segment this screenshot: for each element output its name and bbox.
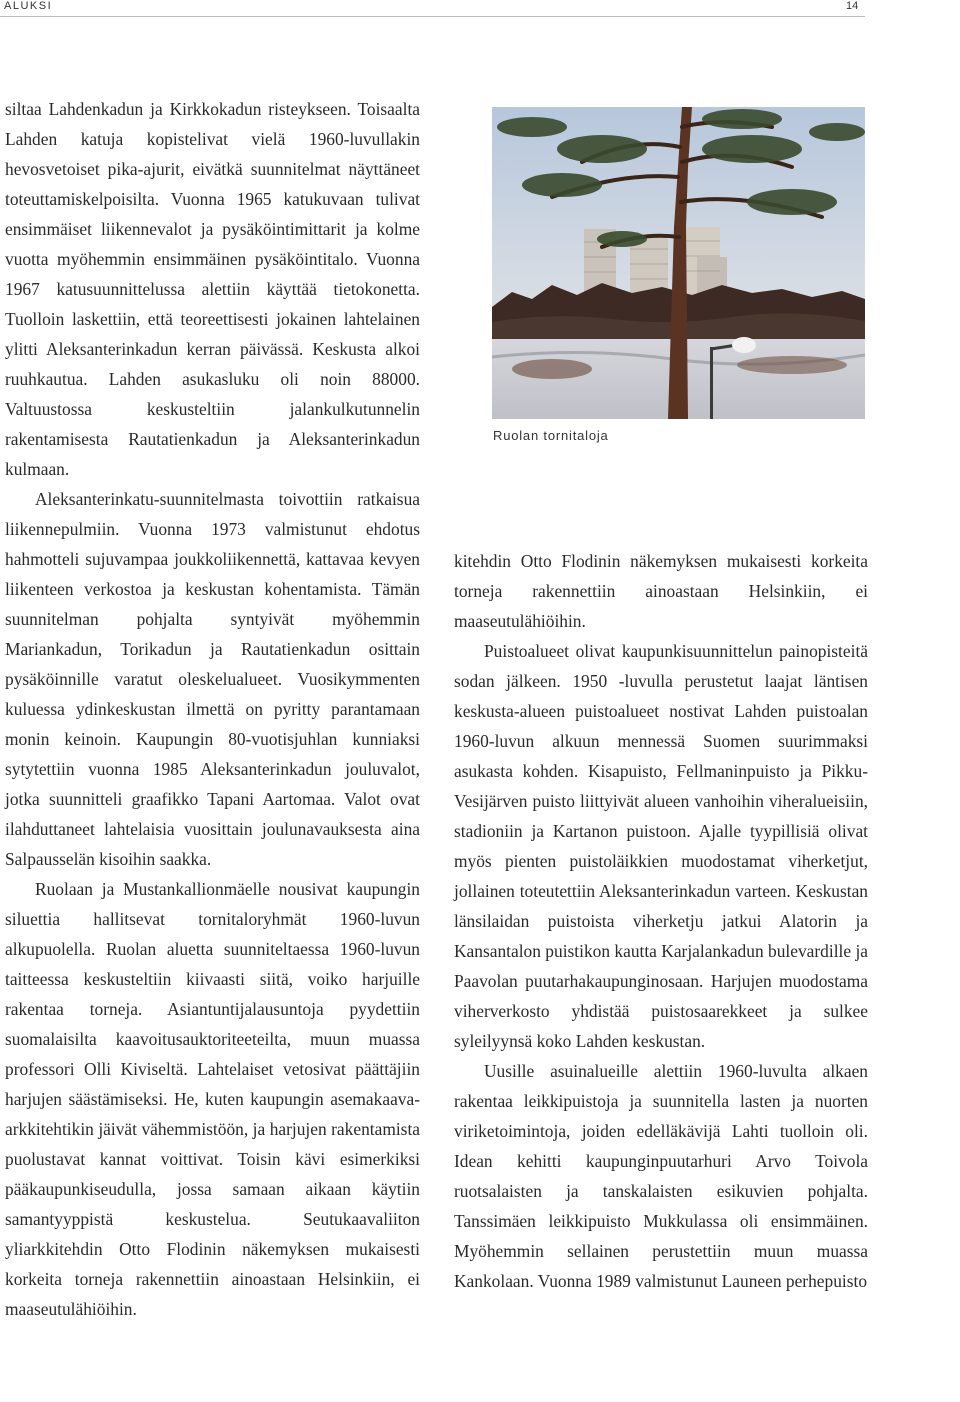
photo-illustration — [492, 107, 865, 419]
paragraph: Ruolaan ja Mustankallionmäelle nousivat kaupungin siluettia hallitsevat tornitaloryhmät 1960-luvun alkupuolella. Ruolan aluetta suunniteltaessa 1960-luvun taitteessa keskusteltiin kiivaasti siitä, voiko harjuille rakentaa torneja. Asiantuntijalausuntoja pyydettiin suomalaisilta kaavoitusauktoriteeteilta, muun muassa professori Olli Kiviseltä. Lahtelaiset vetosivat päättäjiin harjujen säästämiseksi. He, kuten kaupungin asemakaava-arkkitehtikin jäivät vähemmistöön, ja harjujen rakentamista puolustavat kannat voittivat. Toisin kävi esimerkiksi pääkaupunkiseudulla, jossa samaan aikaan käytiin samantyyppistä keskustelua. Seutukaavaliiton yliarkkitehdin Otto Flodinin näkemyksen mukaisesti korkeita torneja rakennettiin ainoastaan Helsinkiin, ei maaseutulähiöihin. — [5, 879, 420, 1319]
paragraph: Uusille asuinalueille alettiin 1960-luvulta alkaen rakentaa leikkipuistoja ja suunnitella lasten ja nuorten viriketoimintoja, joiden edelläkävijä Lahti tuolloin oli. Idean kehitti kaupunginpuutarhuri Arvo Toivola ruotsalaisten ja tanskalaisten esikuvien pohjalta. Tanssimäen leikkipuisto Mukkulassa oli ensimmäinen. Myöhemmin sellainen perustettiin muun muassa Kankolaan. Vuonna 1989 valmistunut Launeen perhepuisto — [454, 1061, 868, 1291]
section-label: ALUKSI — [4, 0, 53, 12]
left-column — [5, 94, 420, 1324]
figure-caption: Ruolan tornitaloja — [493, 428, 609, 443]
header-divider — [0, 16, 865, 17]
right-column — [454, 546, 868, 1296]
photo-ruola-towers — [492, 107, 865, 419]
paragraph: kitehdin Otto Flodinin näkemyksen mukaisesti korkeita torneja rakennettiin ainoastaan Helsinkiin, ei maaseutulähiöihin. — [454, 551, 868, 631]
page-header — [0, 0, 960, 14]
page-number: 14 — [846, 0, 859, 12]
paragraph: Aleksanterinkatu-suunnitelmasta toivottiin ratkaisua liikennepulmiin. Vuonna 1973 valmistunut ehdotus hahmotteli sujuvampaa joukkoliikennettä, kattavaa kevyen liikenteen verkostoa ja keskustan kohentamista. Tämän suunnitelman pohjalta syntyivät myöhemmin Mariankadun, Torikadun ja Rautatienkadun osittain pysäköinnille varatut oleskelualueet. Vuosikymmenten kuluessa ydinkeskustan ilmettä on pyritty parantamaan monin keinoin. Kaupungin 80-vuotisjuhlan kunniaksi sytytettiin vuonna 1985 Aleksanterinkadun jouluvalot, jotka suunnitteli graafikko Tapani Aartomaa. Valot ovat ilahduttaneet lahtelaisia vuosittain joulunavauksesta aina Salpausselän kisoihin saakka. — [5, 489, 420, 869]
paragraph: siltaa Lahdenkadun ja Kirkkokadun risteykseen. Toisaalta Lahden katuja kopistelivat vielä 1960-luvullakin hevosvetoiset pika-ajurit, eivätkä suunnitelmat näyttäneet toteuttamiskelpoisilta. Vuonna 1965 katukuvaan tulivat ensimmäiset liikennevalot ja pysäköintimittarit ja kolme vuotta myöhemmin ensimmäinen pysäköintitalo. Vuonna 1967 katusuunnittelussa alettiin käyttää tietokonetta. Tuolloin laskettiin, että teoreettisesti jokainen lahtelainen ylitti Aleksanterinkadun kerran päivässä. Keskusta alkoi ruuhkautua. Lahden asukasluku oli noin 88000. Valtuustossa keskusteltiin jalankulkutunnelin rakentamisesta Rautatienkadun ja Aleksanterinkadun kulmaan. — [5, 99, 420, 479]
paragraph: Puistoalueet olivat kaupunkisuunnittelun painopisteitä sodan jälkeen. 1950 -luvulla perustetut laajat läntisen keskusta-alueen puistoalueet nostivat Lahden puistoalan 1960-luvun alkuun mennessä Suomen suurimmaksi asukasta kohden. Kisapuisto, Fellmaninpuisto ja Pikku-Vesijärven puisto liittyivät alueen vanhoihin viheralueisiin, stadioniin ja Kartanon puistoon. Ajalle tyypillisiä olivat myös pienten puistoläikkien muodostamat viherketjut, jollainen toteutettiin Aleksanterinkadun varteen. Keskustan länsilaidan puistoista viherketju jatkui Alatorin ja Kansantalon puistikon kautta Karjalankadun bulevardille ja Paavolan puutarhakaupunginosaan. Harjujen muodostama viherverkosto yhdistää puistosaarekkeet ja sulkee syleilyynsä koko Lahden keskustan. — [454, 641, 868, 1051]
